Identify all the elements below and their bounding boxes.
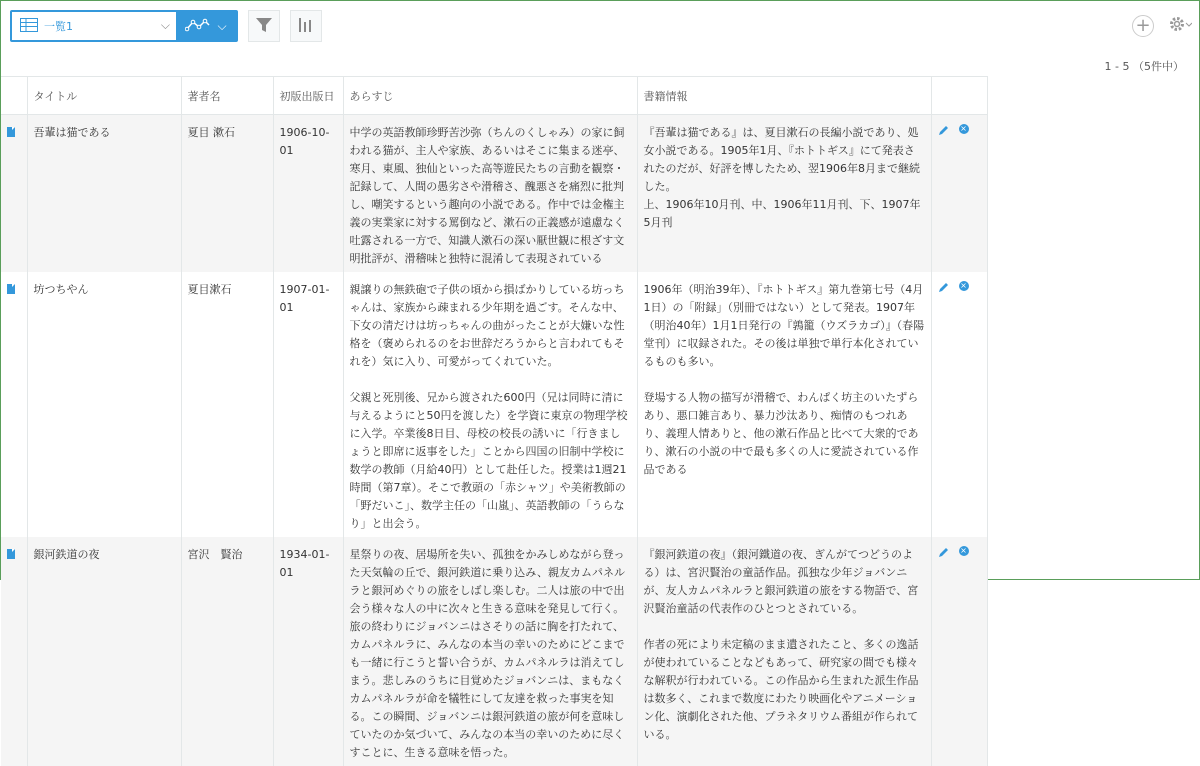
chart-icon: [298, 16, 314, 37]
record-detail-icon[interactable]: [7, 127, 15, 137]
column-header-author[interactable]: 著者名: [181, 77, 273, 115]
chevron-down-icon: ⌵: [160, 18, 170, 32]
cell-info: 1906年（明治39年）、『ホトトギス』第九巻第七号（4月1日）の「附録」（別冊ではない）として発表。1907年（明治40年）1月1日発行の『鶉籠（ウズラカゴ）』（春陽堂刊）に収録された。その後は単独で単行本化されているものも多い。 登場する人物の描写が滑稽で、わんぱく坊主のいたずらあり、悪口雑言あり、暴力沙汰あり、痴情のもつれあり、義理人情ありと、他の漱石作品と比べて大衆的であり、漱石の小説の中で最も多くの人に愛読されている作品である: [643, 283, 925, 476]
edit-icon[interactable]: [938, 281, 949, 299]
cell-author: 夏目漱石: [181, 272, 273, 537]
cell-title: 吾輩は猫である: [27, 115, 181, 273]
add-icon: +: [1135, 15, 1151, 36]
cell-synopsis: 中学の英語教師珍野苦沙弥（ちんのくしゃみ）の家に飼われる猫が、主人や家族、あるいはそこに集まる迷亭、寒月、東風、独仙といった高等遊民たちの言動を観察・記録して、人間の愚劣さや滑稽さ、醜悪さを痛烈に批判し、嘲笑するという趣向の小説である。作中では金権主義の実業家に対する罵倒など、漱石の正義感が遠慮なく吐露される一方で、知識人漱石の深い厭世観に根ざす文明批評が、滑稽味と独特に混淆して表現されている: [349, 126, 625, 265]
chart-button[interactable]: [290, 10, 322, 42]
table-row: [1, 272, 987, 537]
delete-icon[interactable]: ×: [960, 124, 967, 133]
cell-author: 夏目 漱石: [181, 115, 273, 273]
add-record-button[interactable]: [1132, 15, 1154, 37]
view-dropdown[interactable]: [12, 12, 176, 40]
table-icon: [20, 18, 38, 35]
cell-date: 1906-10-01: [273, 115, 343, 273]
cell-synopsis: 親譲りの無鉄砲で子供の頃から損ばかりしている坊っちゃんは、家族から疎まれる少年期を過ごす。そんな中、下女の清だけは坊っちゃんの曲がったことが大嫌いな性格を（褒められるのをお世辞だろうからと言われてもそれを）気に入り、可愛がってくれていた。 父親と死別後、兄から渡された600円（兄は同時に清に与えるようにと50円を渡した）を学資に東京の物理学校に入学。卒業後8日目、母校の校長の誘いに「行きましょうと即席に返事をした」ことから四国の旧制中学校に数学の教師（月給40円）として赴任した。授業は1週21時間（第7章）。そこで教頭の「赤シャツ」や美術教師の「野だいこ」、数学主任の「山嵐」、英語教師の「うらなり」と出会う。: [349, 283, 628, 530]
gear-icon[interactable]: [1168, 14, 1192, 37]
cell-info: 『銀河鉄道の夜』（銀河鐵道の夜、ぎんがてつどうのよる）は、宮沢賢治の童話作品。孤独な少年ジョバンニが、友人カムパネルラと銀河鉄道の旅をする物語で、宮沢賢治童話の代表作のひとつとされている。 作者の死により未定稿のまま遺されたこと、多くの逸話が使われていることなどもあって、研究家の間でも様々な解釈が行われている。この作品から生まれた派生作品は数多く、これまで数度にわたり映画化やアニメーション化、演劇化された他、プラネタリウム番組が作られている。: [643, 548, 919, 741]
column-header-title[interactable]: タイトル: [27, 77, 181, 115]
graph-caret-icon: ⌵: [217, 18, 227, 33]
table-header-row: [1, 77, 987, 115]
cell-author: 宮沢 賢治: [181, 537, 273, 766]
graph-icon: [185, 18, 211, 35]
graph-button[interactable]: [176, 12, 236, 40]
table-row: [1, 537, 987, 766]
view-selector[interactable]: [10, 10, 238, 42]
record-detail-icon[interactable]: [7, 549, 15, 559]
cell-title: 銀河鉄道の夜: [27, 537, 181, 766]
filter-button[interactable]: [248, 10, 280, 42]
column-header-synopsis[interactable]: あらすじ: [343, 77, 637, 115]
edit-icon[interactable]: [938, 124, 949, 142]
cell-date: 1907-01-01: [273, 272, 343, 537]
actions-column-header: [931, 77, 987, 115]
table-row: [1, 115, 987, 273]
toolbar: [10, 10, 322, 42]
filter-icon: [255, 16, 273, 37]
record-detail-icon[interactable]: [7, 284, 15, 294]
column-header-date[interactable]: 初版出版日: [273, 77, 343, 115]
cell-info: 『吾輩は猫である』は、夏目漱石の長編小説であり、処女小説である。1905年1月、『ホトトギス』にて発表されたのだが、好評を博したため、翌1906年8月まで継続した。 上、1906年10月刊、中、1906年11月刊、下、1907年5月刊: [643, 126, 921, 229]
right-tools: [1132, 14, 1192, 37]
edit-icon[interactable]: [938, 546, 949, 564]
delete-icon[interactable]: ×: [960, 546, 967, 555]
records-table: [1, 76, 988, 766]
delete-icon[interactable]: ×: [960, 281, 967, 290]
icon-column-header: [1, 77, 27, 115]
pagination-info: 1 - 5 （5件中）: [1104, 60, 1184, 73]
view-name: 一覧1: [44, 20, 73, 33]
cell-title: 坊つちやん: [27, 272, 181, 537]
column-header-info[interactable]: 書籍情報: [637, 77, 931, 115]
cell-date: 1934-01-01: [273, 537, 343, 766]
cell-synopsis: 星祭りの夜、居場所を失い、孤独をかみしめながら登った天気輪の丘で、銀河鉄道に乗り込み、親友カムパネルラと銀河めぐりの旅をしばし楽しむ。二人は旅の中で出会う様々な人の中に次々と生きる意味を発見して行く。旅の終わりにジョバンニはさそりの話に胸を打たれて、カムパネルラに、みんなの本当の幸いのためにどこまでも一緒に行こうと誓い合うが、カムパネルラは消えてしまう。悲しみのうちに目覚めたジョバンニは、まもなくカムパネルラが命を犠牲にして友達を救った事実を知る。この瞬間、ジョバンニは銀河鉄道の旅が何を意味していたのか気づいて、みんなの本当の幸いのために尽くすことに、生きる意味を悟った。: [349, 548, 625, 759]
